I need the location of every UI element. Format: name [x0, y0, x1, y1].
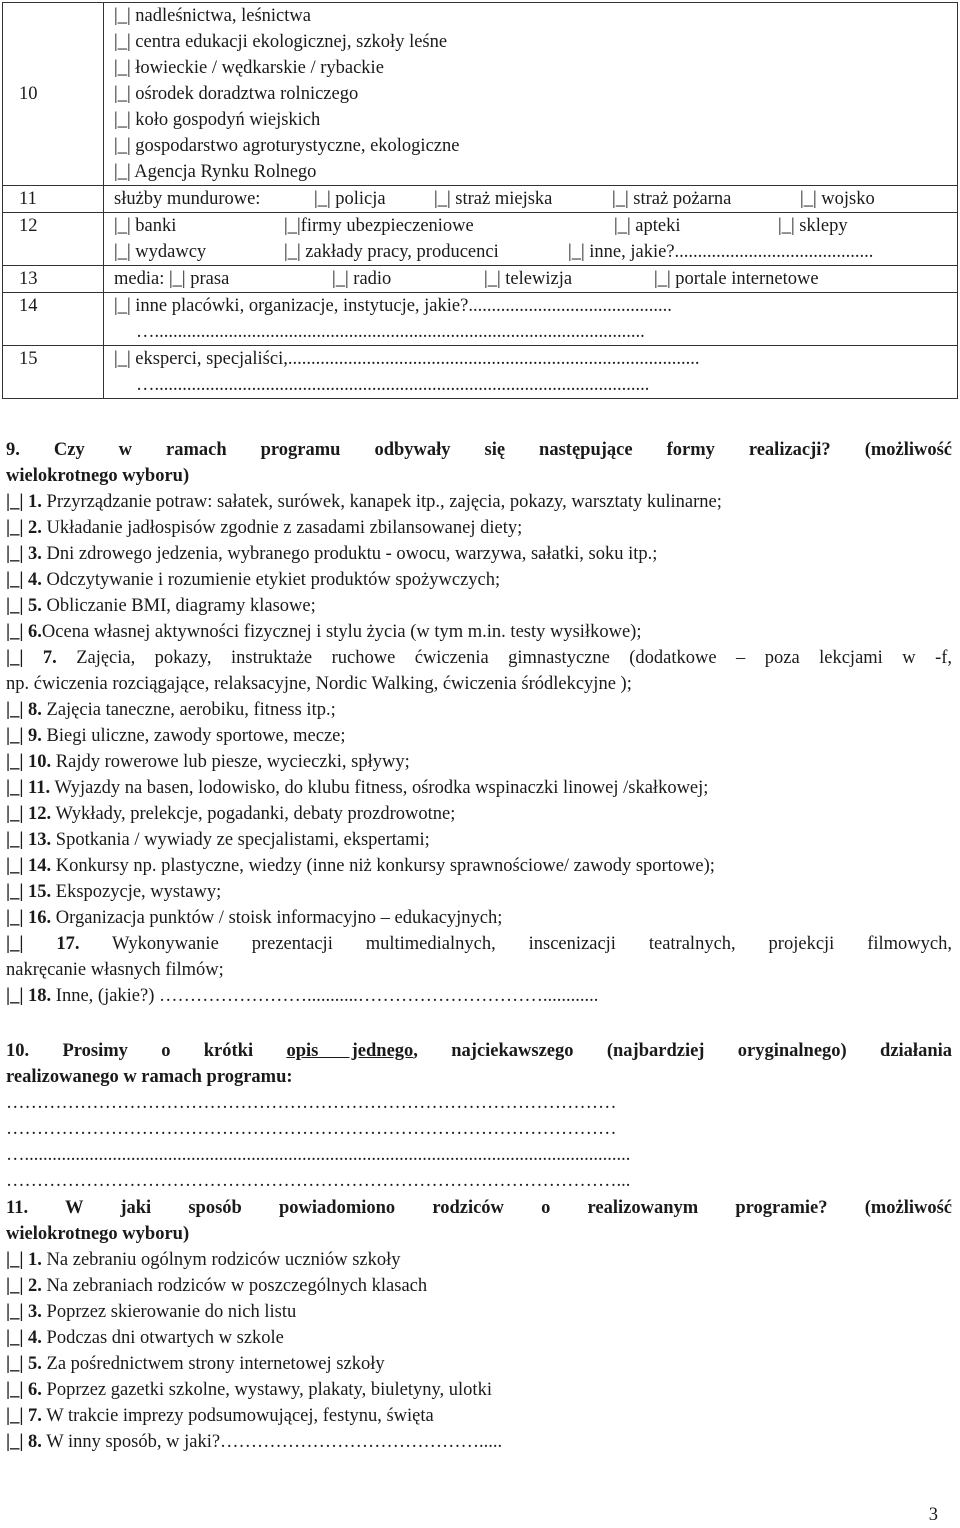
row-content	[104, 3, 958, 186]
checkbox-option[interactable]: |_| zakłady pracy, producenci	[284, 242, 499, 262]
checkbox-option[interactable]: |_| 6.Ocena własnej aktywności fizycznej i stylu życia (w tym m.in. testy wysiłkowe);	[6, 622, 642, 642]
row-number: 15	[3, 346, 104, 399]
checkbox-option[interactable]: |_| centra edukacji ekologicznej, szkoły leśne	[114, 32, 448, 52]
checkbox-option[interactable]: |_| 2. Na zebraniach rodziców w poszczególnych klasach	[6, 1276, 428, 1296]
question-title: 9. Czy w ramach programu odbywały się następujące formy realizacji? (możliwość	[6, 440, 953, 460]
table-row	[3, 266, 958, 293]
checkbox-option[interactable]: |_| 12. Wykłady, prelekcje, pogadanki, debaty prozdrowotne;	[6, 804, 456, 824]
question-title: 10. Prosimy o krótki opis jednego, najciekawszego (najbardziej oryginalnego) działania	[6, 1041, 952, 1061]
checkbox-option[interactable]: |_| 17. Wykonywanie prezentacji multimedialnych, inscenizacji teatralnych, projekcji filmowych, nakręcanie własnych filmów;	[6, 934, 952, 980]
checkbox-option[interactable]: media: |_| prasa	[114, 269, 230, 289]
checkbox-option[interactable]: |_| 7. Zajęcia, pokazy, instruktaże ruchowe ćwiczenia gimnastyczne (dodatkowe – poza lekcjami w -f, np. ćwiczenia rozciągające, relaksacyjne, Nordic Walking, ćwiczenia śródlekcyjne );	[6, 648, 953, 694]
table-row	[3, 293, 958, 346]
row-content	[104, 346, 958, 399]
row-number: 14	[3, 293, 104, 346]
row-number: 10	[3, 3, 104, 186]
checkbox-option[interactable]: |_| 5. Obliczanie BMI, diagramy klasowe;	[6, 596, 316, 616]
checkbox-option[interactable]: |_| telewizja	[484, 269, 573, 289]
checkbox-option[interactable]: |_| apteki	[614, 216, 681, 236]
answer-dotted-line[interactable]: …..........................................................................................................	[136, 322, 645, 342]
checkbox-option[interactable]: |_| inne placówki, organizacje, instytucje, jakie?............................................	[114, 296, 672, 316]
row-number: 13	[3, 266, 104, 293]
question-note: wielokrotnego wyboru)	[6, 466, 190, 486]
checkbox-option[interactable]: |_| 8. Zajęcia taneczne, aerobiku, fitness itp.;	[6, 700, 336, 720]
row-content	[104, 266, 958, 293]
table-row	[3, 186, 958, 213]
checkbox-option[interactable]: |_| Agencja Rynku Rolnego	[114, 162, 317, 182]
answer-dotted-line[interactable]: ………………………………………………………………………………………	[6, 1093, 617, 1113]
question-title-cont: realizowanego w ramach programu:	[6, 1067, 293, 1087]
checkbox-option[interactable]: |_| radio	[332, 269, 392, 289]
question-11	[6, 1195, 952, 1455]
checkbox-option[interactable]: |_| straż miejska	[434, 189, 553, 209]
question-9	[6, 437, 952, 1009]
answer-dotted-line[interactable]: …...................................................................................................................................	[6, 1145, 631, 1165]
checkbox-option[interactable]: |_| 10. Rajdy rowerowe lub piesze, wycieczki, spływy;	[6, 752, 410, 772]
checkbox-option[interactable]: |_| banki	[114, 216, 177, 236]
checkbox-option[interactable]: |_| 1. Przyrządzanie potraw: sałatek, surówek, kanapek itp., zajęcia, pokazy, warsztaty kulinarne;	[6, 492, 722, 512]
page-number: 3	[928, 1505, 938, 1525]
checkbox-option[interactable]: |_| wojsko	[800, 189, 875, 209]
checkbox-option[interactable]: |_| 7. W trakcie imprezy podsumowującej, festynu, święta	[6, 1406, 434, 1426]
question-title: 11. W jaki sposób powiadomiono rodziców o realizowanym programie? (możliwość	[6, 1198, 953, 1218]
checkbox-option[interactable]: |_| 11. Wyjazdy na basen, lodowisko, do klubu fitness, ośrodka wspinaczki linowej /skałkowej;	[6, 778, 709, 798]
checkbox-option[interactable]: |_| 9. Biegi uliczne, zawody sportowe, mecze;	[6, 726, 346, 746]
table-row	[3, 3, 958, 186]
checkbox-option[interactable]: |_| 15. Ekspozycje, wystawy;	[6, 882, 222, 902]
checkbox-option[interactable]: |_| koło gospodyń wiejskich	[114, 110, 321, 130]
checkbox-option[interactable]: |_| wydawcy	[114, 242, 207, 262]
checkbox-option[interactable]: |_| 13. Spotkania / wywiady ze specjalistami, ekspertami;	[6, 830, 430, 850]
checkbox-option[interactable]: |_|firmy ubezpieczeniowe	[284, 216, 474, 236]
checkbox-option[interactable]: |_| 5. Za pośrednictwem strony internetowej szkoły	[6, 1354, 385, 1374]
row-content	[104, 293, 958, 346]
checkbox-option[interactable]: |_| eksperci, specjaliści,.........................................................................................	[114, 349, 700, 369]
question-note: wielokrotnego wyboru)	[6, 1224, 190, 1244]
row-content	[104, 186, 958, 213]
checkbox-option[interactable]: |_| 18. Inne, (jakie?) ……………………...........…………………………............	[6, 986, 599, 1006]
row-number: 11	[3, 186, 104, 213]
checkbox-option[interactable]: |_| nadleśnictwa, leśnictwa	[114, 6, 311, 26]
answer-dotted-line[interactable]: ………………………………………………………………………………………	[6, 1119, 617, 1139]
checkbox-option[interactable]: |_| 1. Na zebraniu ogólnym rodziców uczniów szkoły	[6, 1250, 401, 1270]
checkbox-option[interactable]: |_| straż pożarna	[612, 189, 732, 209]
question-10	[6, 1038, 952, 1194]
checkbox-option[interactable]: |_| 3. Dni zdrowego jedzenia, wybranego produktu - owocu, warzywa, sałatki, soku itp.;	[6, 544, 658, 564]
checkbox-option[interactable]: |_| 14. Konkursy np. plastyczne, wiedzy (inne niż konkursy sprawnościowe/ zawody sportowe);	[6, 856, 715, 876]
checkbox-option[interactable]: |_| gospodarstwo agroturystyczne, ekologiczne	[114, 136, 460, 156]
row-label: służby mundurowe:	[114, 189, 261, 209]
partners-table	[2, 2, 958, 399]
checkbox-option[interactable]: |_| inne, jakie?...........................................	[568, 242, 874, 262]
answer-dotted-line[interactable]: …...........................................................................................................	[136, 375, 650, 395]
table-row	[3, 213, 958, 266]
table-row	[3, 346, 958, 399]
row-content	[104, 213, 958, 266]
checkbox-option[interactable]: |_| łowieckie / wędkarskie / rybackie	[114, 58, 384, 78]
checkbox-option[interactable]: |_| policja	[314, 189, 386, 209]
row-number: 12	[3, 213, 104, 266]
checkbox-option[interactable]: |_| 4. Odczytywanie i rozumienie etykiet produktów spożywczych;	[6, 570, 501, 590]
checkbox-option[interactable]: |_| 8. W inny sposób, w jaki?…………………………………….....	[6, 1432, 503, 1452]
checkbox-option[interactable]: |_| 3. Poprzez skierowanie do nich listu	[6, 1302, 297, 1322]
checkbox-option[interactable]: |_| portale internetowe	[654, 269, 819, 289]
checkbox-option[interactable]: |_| 4. Podczas dni otwartych w szkole	[6, 1328, 284, 1348]
answer-dotted-line[interactable]: ………………………………………………………………………………………...	[6, 1171, 631, 1191]
checkbox-option[interactable]: |_| ośrodek doradztwa rolniczego	[114, 84, 359, 104]
checkbox-option[interactable]: |_| sklepy	[778, 216, 848, 236]
checkbox-option[interactable]: |_| 16. Organizacja punktów / stoisk informacyjno – edukacyjnych;	[6, 908, 503, 928]
checkbox-option[interactable]: |_| 2. Układanie jadłospisów zgodnie z zasadami zbilansowanej diety;	[6, 518, 523, 538]
checkbox-option[interactable]: |_| 6. Poprzez gazetki szkolne, wystawy, plakaty, biuletyny, ulotki	[6, 1380, 492, 1400]
